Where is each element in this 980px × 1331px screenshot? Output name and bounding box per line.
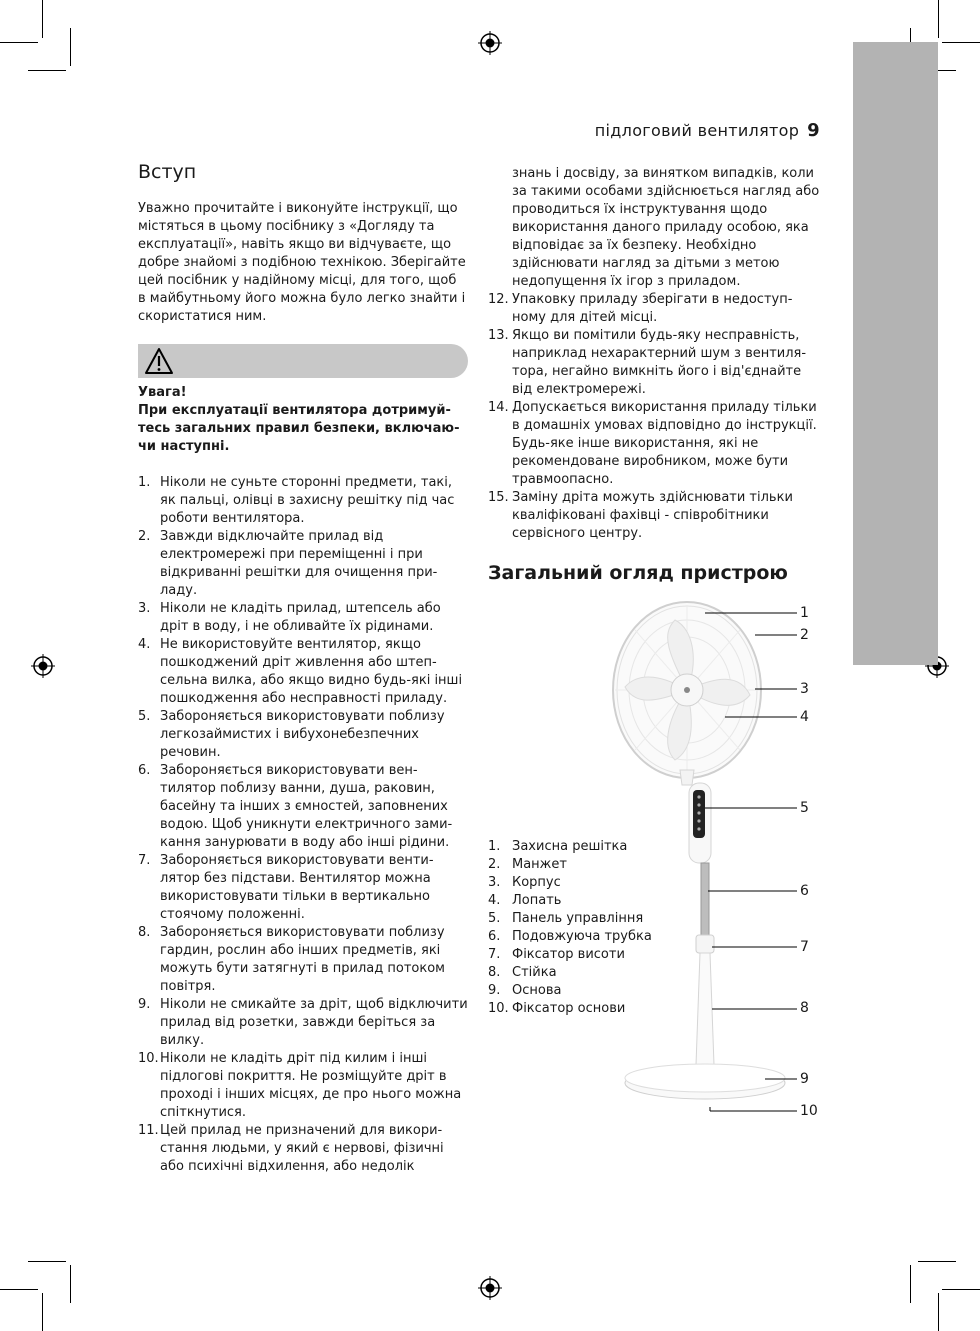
safety-rule-number: 14.	[488, 400, 509, 415]
left-column	[138, 160, 468, 1176]
safety-rule-number: 4.	[138, 637, 151, 652]
callout-9: 9	[800, 1071, 809, 1087]
callout-7: 7	[800, 939, 809, 955]
safety-rule-number: 7.	[138, 853, 151, 868]
callout-5: 5	[800, 800, 809, 816]
part-item-number: 3.	[488, 875, 501, 890]
safety-rule-text: знань і досвіду, за винятком випадків, коли за такими особами здійснюється нагляд або проводиться їх інструктування щодо використання даного приладу особою, яка відповідає за їх безпеку. Необхідно здійснювати нагляд за дітьми з метою недопущення їх ігор з приладом.	[512, 166, 820, 289]
safety-rule-number: 6.	[138, 763, 151, 778]
warning-title: Увага!	[138, 385, 187, 400]
part-item-text: Лопать	[512, 893, 562, 908]
overview-heading: Загальний огляд пристрою	[488, 562, 788, 584]
safety-rule-text: Забороняється використовувати поблизу гардин, рослин або інших предметів, які можуть бути затягнуті в прилад потоком повітря.	[160, 925, 445, 994]
safety-rule-text: Якщо ви помітили будь-яку несправність, наприклад нехарактерний шум з вентиля-тора, негайно вимкніть його і від'єднайте від електромережі.	[512, 328, 807, 397]
intro-heading: Вступ	[138, 161, 197, 183]
safety-rule	[138, 600, 468, 636]
safety-rule	[488, 165, 823, 291]
part-item-number: 4.	[488, 893, 501, 908]
warning-bar	[138, 344, 468, 378]
safety-rule-text: Упаковку приладу зберігати в недоступ-ному для дітей місці.	[512, 292, 793, 325]
registration-mark-icon	[478, 1276, 502, 1300]
safety-rule-number: 9.	[138, 997, 151, 1012]
safety-rules-list	[138, 474, 468, 1176]
safety-rule-text: Забороняється використовувати вен-тилятор поблизу ванни, душа, раковин, басейну та інших з ємностей, заповнених водою. Щоб уникнути електричного зами-кання занурювати в воду або інші рідини.	[160, 763, 453, 850]
safety-rule-number: 5.	[138, 709, 151, 724]
safety-rule-text: Не використовуйте вентилятор, якщо пошкоджений дріт живлення або штеп-сельна вилка, або якщо видно будь-які інші пошкодження або несправності приладу.	[160, 637, 463, 706]
part-item-number: 9.	[488, 983, 501, 998]
safety-rule-number: 11.	[138, 1123, 159, 1138]
callout-3: 3	[800, 681, 809, 697]
warning-triangle-icon	[144, 347, 174, 375]
part-item-text: Стійка	[512, 965, 557, 980]
part-item-number: 10.	[488, 1001, 509, 1016]
safety-rule-text: Ніколи не суньте сторонні предмети, такі, як пальці, олівці в захисну решітку під час роботи вентилятора.	[160, 475, 455, 526]
safety-rule	[488, 489, 823, 543]
safety-rule	[138, 708, 468, 762]
callout-1: 1	[800, 605, 809, 621]
part-item-text: Панель управління	[512, 911, 644, 926]
safety-rule-number: 1.	[138, 475, 151, 490]
part-item-text: Фіксатор висоти	[512, 947, 625, 962]
header-title: підлоговий вентилятор	[594, 121, 800, 140]
safety-rule-text: Цей прилад не призначений для викори-стання людьми, у який є нервові, фізичні або психічні відхилення, або недолік	[160, 1123, 444, 1174]
registration-mark-icon	[31, 654, 55, 678]
safety-rule	[138, 474, 468, 528]
safety-rule-text: Ніколи не кладіть дріт під килим і інші підлогові покриття. Не розміщуйте дріт в проході і інших місцях, де про нього можна спіткнутися.	[160, 1051, 462, 1120]
callout-10: 10	[800, 1103, 818, 1119]
safety-rule	[138, 762, 468, 852]
safety-rule-text: Ніколи не кладіть прилад, штепсель або дріт в воду, і не обливайте їх рідинами.	[160, 601, 441, 634]
safety-rule-text: Завжди відключайте прилад від електромережі при переміщенні і при відкриванні решітки для очищення при-ладу.	[160, 529, 438, 598]
safety-rule-number: 10.	[138, 1051, 159, 1066]
safety-rule-number: 2.	[138, 529, 151, 544]
part-item-text: Фіксатор основи	[512, 1001, 626, 1016]
safety-rule-number: 15.	[488, 490, 509, 505]
safety-rule-text: Заміну дріта можуть здійснювати тільки кваліфіковані фахівці - співробітники сервісного центру.	[512, 490, 793, 541]
safety-rule-text: Забороняється використовувати венти-лятор без підстави. Вентилятор можна використовувати тільки в вертикально стоячому положенні.	[160, 853, 434, 922]
part-item-number: 8.	[488, 965, 501, 980]
running-header	[595, 120, 820, 141]
safety-rules-list-continued	[488, 165, 823, 543]
fan-illustration	[600, 595, 830, 1125]
safety-rule-number: 8.	[138, 925, 151, 940]
part-item-number: 6.	[488, 929, 501, 944]
right-column	[488, 165, 823, 585]
safety-rule	[138, 528, 468, 600]
intro-text: Уважно прочитайте і виконуйте інструкції, що містяться в цьому посібнику з «Догляду та експлуатації», навіть якщо ви відчуваєте, що добре знайомі з подібною технікою. Зберігайте цей посібник у надійному місці, для того, щоб в майбутньому його можна було легко знайти і скористатися ним.	[138, 201, 466, 324]
part-item-number: 5.	[488, 911, 501, 926]
callout-6: 6	[800, 883, 809, 899]
part-item-text: Корпус	[512, 875, 561, 890]
safety-rule	[138, 1050, 468, 1122]
safety-rule-number: 3.	[138, 601, 151, 616]
safety-rule	[138, 852, 468, 924]
safety-rule	[138, 1122, 468, 1176]
registration-mark-icon	[478, 31, 502, 55]
warning-text: При експлуатації вентилятора дотримуй-тесь загальних правил безпеки, включаю-чи наступні.	[138, 403, 460, 454]
part-item-number: 2.	[488, 857, 501, 872]
part-item-number: 7.	[488, 947, 501, 962]
safety-rule-number: 13.	[488, 328, 509, 343]
callout-8: 8	[800, 1000, 809, 1016]
safety-rule-number: 12.	[488, 292, 509, 307]
safety-rule	[138, 996, 468, 1050]
part-item-text: Основа	[512, 983, 562, 998]
chapter-tab	[853, 42, 938, 665]
page-number: 9	[807, 120, 820, 141]
safety-rule	[138, 636, 468, 708]
safety-rule	[488, 327, 823, 399]
safety-rule-text: Забороняється використовувати поблизу легкозаймистих і вибухонебезпечних речовин.	[160, 709, 445, 760]
safety-rule-text: Допускається використання приладу тільки в домашніх умовах відповідно до інструкції. Будь-яке інше використання, які не рекомендоване виробником, може бути травмоопасно.	[512, 400, 817, 487]
safety-rule-text: Ніколи не смикайте за дріт, щоб відключити прилад від розетки, завжди беріться за вилку.	[160, 997, 468, 1048]
part-item-number: 1.	[488, 839, 501, 854]
part-item-text: Захисна решітка	[512, 839, 628, 854]
callout-2: 2	[800, 627, 809, 643]
safety-rule	[488, 399, 823, 489]
callout-4: 4	[800, 709, 809, 725]
part-item-text: Подовжуюча трубка	[512, 929, 652, 944]
safety-rule	[138, 924, 468, 996]
safety-rule	[488, 291, 823, 327]
part-item-text: Манжет	[512, 857, 567, 872]
